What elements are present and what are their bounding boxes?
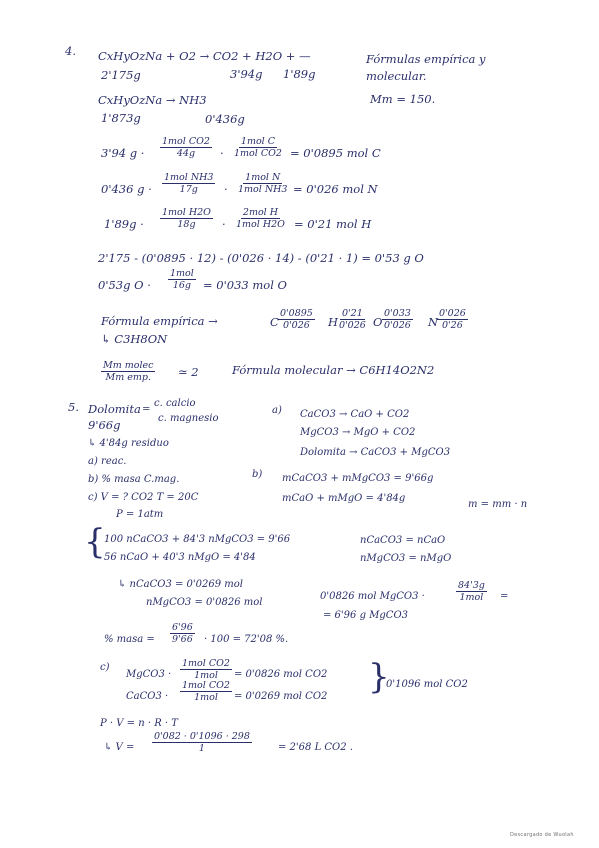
h2o-mass: 1'89g <box>283 67 316 81</box>
hydrogen-factor-2-den: 1mol H2O <box>236 219 285 230</box>
conversion-equals: = <box>500 591 509 602</box>
magnesio-label: c. magnesio <box>158 413 219 424</box>
hydrogen-factor-1 <box>160 207 213 230</box>
nitrogen-calc-start: 0'436 g · <box>101 182 152 196</box>
co2-from-mgco3-result: = 0'0826 mol CO2 <box>234 669 328 680</box>
carbon-result: = 0'0895 mol C <box>290 146 381 160</box>
volume-result: = 2'68 L CO2 . <box>278 742 353 753</box>
system-eq-1: 100 nCaCO3 + 84'3 nMgCO3 = 9'66 <box>104 534 291 545</box>
mm-ratio <box>101 360 155 383</box>
emp-o-num: 0'033 <box>384 308 411 319</box>
part-a-label: a) <box>272 405 282 416</box>
question-a: a) reac. <box>88 456 127 467</box>
oxygen-factor <box>168 268 196 291</box>
system-eq-2: 56 nCaO + 40'3 nMgO = 4'84 <box>104 552 256 563</box>
volume-den: 1 <box>198 743 205 754</box>
combustion-reaction: CxHyOzNa + O2 → CO2 + H2O + — <box>98 49 311 63</box>
co2-from-mgco3-num: 1mol CO2 <box>182 658 230 669</box>
oxygen-result: = 0'033 mol O <box>203 278 287 292</box>
volume-fraction <box>152 731 252 754</box>
co2-from-caco3-num: 1mol CO2 <box>182 680 230 691</box>
residue-line: ↳ 4'84g residuo <box>88 438 169 449</box>
sample-mass-2: 1'873g <box>101 111 141 125</box>
percent-den: 9'66 <box>172 634 193 645</box>
emp-c-ratio <box>278 308 315 331</box>
emp-o-ratio <box>382 308 413 331</box>
footer-watermark: Descargado de Wuolah <box>510 832 574 838</box>
note-line-2: molecular. <box>366 69 427 83</box>
problem-4-number: 4. <box>65 44 76 58</box>
part-c-label: c) <box>100 662 110 673</box>
carbon-factor-2-den: 1mol CO2 <box>234 148 282 159</box>
percent-result: · 100 = 72'08 %. <box>204 634 289 645</box>
dot: · <box>220 146 224 160</box>
dolomita-label: Dolomita <box>88 402 141 416</box>
nitrogen-result: = 0'026 mol N <box>293 182 378 196</box>
carbon-factor-2-num: 1mol C <box>240 136 276 147</box>
carbon-calc-start: 3'94 g · <box>101 146 145 160</box>
co2-from-caco3-den: 1mol <box>194 692 218 703</box>
dot: · <box>224 182 228 196</box>
nh3-mass: 0'436g <box>205 112 245 126</box>
mole-eq-2: nMgCO3 = nMgO <box>360 553 452 564</box>
system-brace: { <box>84 522 106 562</box>
note-line-1: Fórmulas empírica y <box>366 52 486 66</box>
problem-5-number: 5. <box>68 400 79 414</box>
emp-n-ratio <box>437 308 468 331</box>
emp-c-num: 0'0895 <box>280 308 313 319</box>
co2-from-caco3-factor <box>180 680 232 703</box>
oxygen-calc-start: 0'53g O · <box>98 278 151 292</box>
molar-mass: Mm = 150. <box>370 92 436 106</box>
co2-from-caco3-start: CaCO3 · <box>126 691 169 702</box>
co2-from-mgco3-start: MgCO3 · <box>126 669 172 680</box>
emp-h-ratio <box>337 308 368 331</box>
co2-from-mgco3-factor <box>180 658 232 681</box>
carbon-factor-1 <box>160 136 212 159</box>
carbon-factor-1-num: 1mol CO2 <box>162 136 210 147</box>
percent-num: 6'96 <box>172 622 193 633</box>
reaction-caco3: CaCO3 → CaO + CO2 <box>300 409 410 420</box>
part-b-label: b) <box>252 469 263 480</box>
volume-start: ↳ V = <box>104 742 135 753</box>
co2-total: 0'1096 mol CO2 <box>386 679 468 690</box>
mm-ratio-value: ≃ 2 <box>178 365 199 379</box>
hydrogen-calc-start: 1'89g · <box>104 217 144 231</box>
oxygen-factor-den: 16g <box>172 280 191 291</box>
emp-h-num: 0'21 <box>342 308 363 319</box>
question-b: b) % masa C.mag. <box>88 474 180 485</box>
calcio-label: c. calcio <box>154 398 196 409</box>
emp-n-den: 0'26 <box>442 320 463 331</box>
brace-small: = <box>142 404 151 415</box>
reaction-mgco3: MgCO3 → MgO + CO2 <box>300 427 416 438</box>
element-o: O <box>373 315 383 329</box>
dolomita-mass: 9'66g <box>88 418 121 432</box>
co2-from-mgco3-den: 1mol <box>194 670 218 681</box>
nitrogen-factor-1 <box>162 172 215 195</box>
nitrogen-factor-2 <box>236 172 289 195</box>
volume-num: 0'082 · 0'1096 · 298 <box>154 731 250 742</box>
mass-sum-final: mCaO + mMgO = 4'84g <box>282 493 406 504</box>
conversion-start: 0'0826 mol MgCO3 · <box>320 591 425 602</box>
carbon-factor-1-den: 44g <box>176 148 196 159</box>
conversion-factor-den: 1mol <box>459 592 484 603</box>
conversion-factor <box>456 580 487 603</box>
hydrogen-factor-1-num: 1mol H2O <box>162 207 211 218</box>
emp-o-den: 0'026 <box>384 320 411 331</box>
hydrogen-factor-1-den: 18g <box>177 219 196 230</box>
sum-brace: } <box>368 657 390 697</box>
hydrogen-result: = 0'21 mol H <box>294 217 372 231</box>
conversion-result: = 6'96 g MgCO3 <box>323 610 409 621</box>
reaction-dolomita: Dolomita → CaCO3 + MgCO3 <box>300 447 451 458</box>
emp-h-den: 0'026 <box>339 320 366 331</box>
oxygen-mass-line: 2'175 - (0'0895 · 12) - (0'026 · 14) - (0'21 · 1) = 0'53 g O <box>98 251 424 265</box>
element-n: N <box>428 315 439 329</box>
dot: · <box>222 217 226 231</box>
question-c: c) V = ? CO2 T = 20C <box>88 492 199 503</box>
oxygen-factor-num: 1mol <box>170 268 194 279</box>
empirical-label: Fórmula empírica → <box>101 314 218 328</box>
hydrogen-factor-2-num: 2mol H <box>242 207 279 218</box>
element-c: C <box>270 315 279 329</box>
mass-sum-initial: mCaCO3 + mMgCO3 = 9'66g <box>282 473 434 484</box>
nitrogen-reaction: CxHyOzNa → NH3 <box>98 93 207 107</box>
solution-caco3: ↳ nCaCO3 = 0'0269 mol <box>118 579 243 590</box>
empirical-result: ↳ C3H8ON <box>101 332 168 346</box>
co2-from-caco3-result: = 0'0269 mol CO2 <box>234 691 328 702</box>
question-c-pressure: P = 1atm <box>116 509 164 520</box>
co2-mass: 3'94g <box>230 67 263 81</box>
molecular-formula: Fórmula molecular → C6H14O2N2 <box>232 363 435 377</box>
nitrogen-factor-1-den: 17g <box>179 184 198 195</box>
emp-c-den: 0'026 <box>283 320 310 331</box>
nitrogen-factor-2-num: 1mol N <box>245 172 281 183</box>
nitrogen-factor-1-num: 1mol NH3 <box>164 172 214 183</box>
mass-formula: m = mm · n <box>468 499 528 510</box>
percent-label: % masa = <box>104 634 155 645</box>
mole-eq-1: nCaCO3 = nCaO <box>360 535 446 546</box>
conversion-factor-num: 84'3g <box>458 580 485 591</box>
element-h: H <box>328 315 339 329</box>
solution-mgco3: nMgCO3 = 0'0826 mol <box>146 597 263 608</box>
emp-n-num: 0'026 <box>439 308 466 319</box>
ideal-gas-law: P · V = n · R · T <box>100 718 178 729</box>
percent-fraction <box>170 622 195 645</box>
nitrogen-factor-2-den: 1mol NH3 <box>238 184 288 195</box>
mm-ratio-num: Mm molec <box>103 360 154 371</box>
mm-ratio-den: Mm emp. <box>105 372 151 383</box>
hydrogen-factor-2 <box>234 207 287 230</box>
carbon-factor-2 <box>232 136 284 159</box>
sample-mass: 2'175g <box>101 68 141 82</box>
